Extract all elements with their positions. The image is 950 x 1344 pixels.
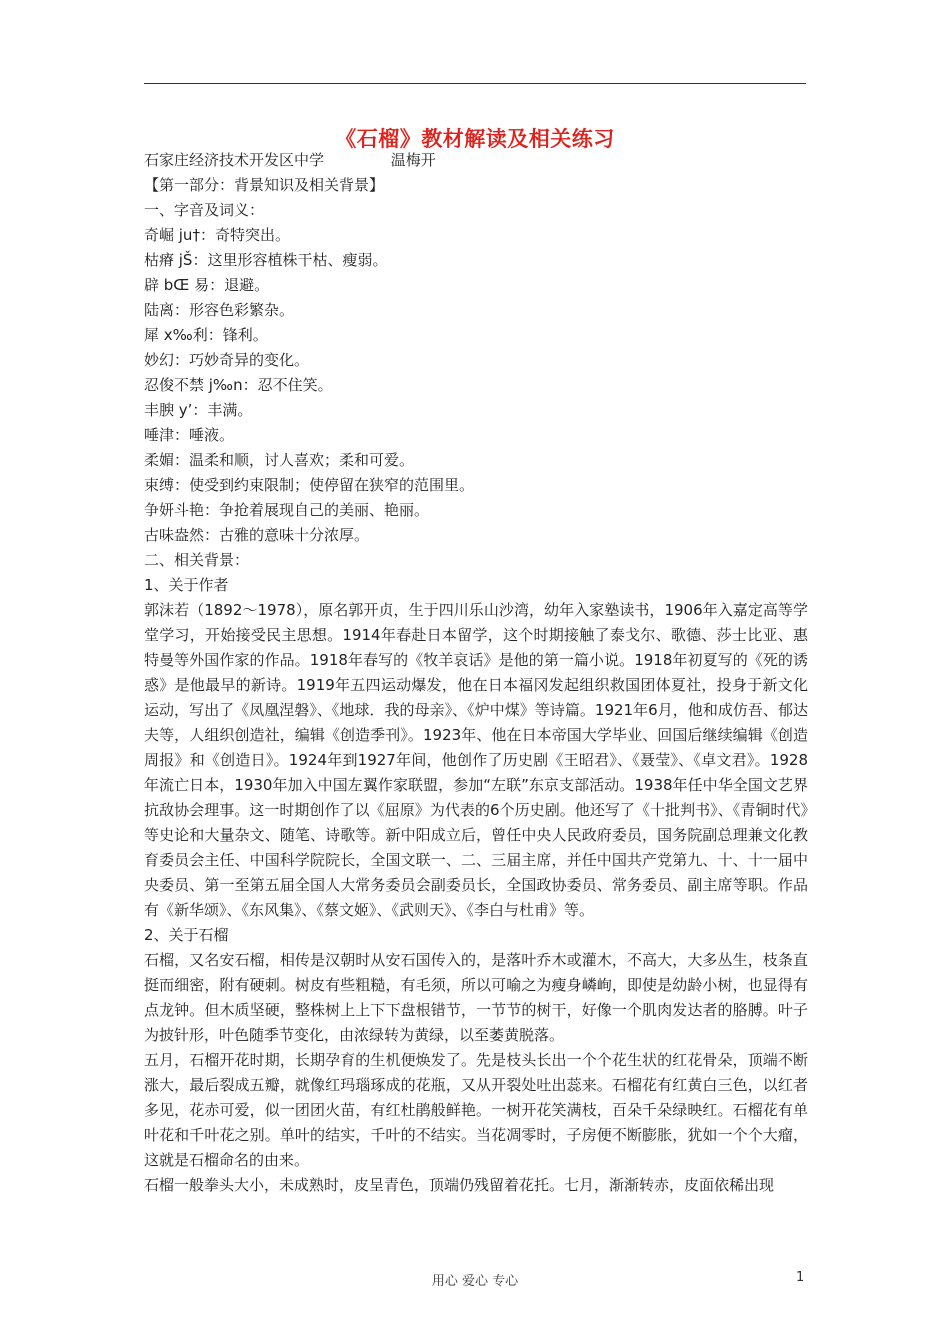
author-name: 温梅开 — [390, 151, 436, 169]
body-paragraph: 五月，石榴开花时期，长期孕育的生机便焕发了。先是枝头长出一个个花生状的红花骨朵，顶端不断涨大，最后裂成五瓣，就像红玛瑙琢成的花瓶，又从开裂处吐出蕊来。石榴花有红黄白三色，以红者多见，花赤可爱，似一团团火苗，有红杜鹃般鲜艳。一树开花笑满枝，百朵千朵绿映红。石榴花有单叶花和千叶花之别。单叶的结实，千叶的不结实。当花凋零时，子房便不断膨胀，犹如一个个大瘤，这就是石榴命名的由来。 — [144, 1051, 808, 1169]
vocab-item: 忍俊不禁 j‰n：忍不住笑。 — [144, 376, 333, 394]
section-heading: 一、字音及词义： — [144, 201, 265, 219]
vocab-item: 柔媚：温柔和顺，讨人喜欢；柔和可爱。 — [144, 451, 415, 469]
body-paragraph: 石榴一般拳头大小，未成熟时，皮呈青色，顶端仍残留着花托。七月，渐渐转赤，皮面依稀出现 — [144, 1176, 775, 1194]
section-heading: 二、相关背景： — [144, 551, 250, 569]
footer-motto: 用心 爱心 专心 — [431, 1274, 519, 1289]
byline — [144, 148, 808, 173]
vocab-item: 束缚：使受到约束限制；使停留在狭窄的范围里。 — [144, 476, 475, 494]
part-heading: 【第一部分：背景知识及相关背景】 — [144, 176, 385, 194]
author-bio-paragraph: 郭沫若（1892～1978），原名郭开贞，生于四川乐山沙湾，幼年入家塾读书，1906年入嘉定高等学堂学习，开始接受民主思想。1914年春赴日本留学，这个时期接触了泰戈尔、歌德、莎士比亚、惠特曼等外国作家的作品。1918年春写的《牧羊哀话》是他的第一篇小说。1918年初夏写的《死的诱惑》是他最早的新诗。1919年五四运动爆发，他在日本福冈发起组织救国团体夏社，投身于新文化运动，写出了《凤凰涅磐》、《地球．我的母亲》、《炉中煤》等诗篇。1921年6月，他和成仿吾、郁达夫等，人组织创造社，编辑《创造季刊》。1923年、他在日本帝国大学毕业、回国后继续编辑《创造周报》和《创造日》。1924年到1927年间，他创作了历史剧《王昭君》、《聂莹》、《卓文君》。1928年流亡日本，1930年加入中国左翼作家联盟，参加“左联”东京支部活动。1938年任中华全国文艺界抗敌协会理事。这一时期创作了以《屈原》为代表的6个历史剧。他还写了《十批判书》、《青铜时代》等史论和大量杂文、随笔、诗歌等。新中阳成立后，曾任中央人民政府委员，国务院副总理兼文化教育委员会主任、中国科学院院长，全国文联一、二、三届主席，并任中国共产党第九、十、十一届中央委员、第一至第五届全国人大常务委员会副委员长，全国政协委员、常务委员、副主席等职。作品有《新华颂》、《东风集》、《蔡文姬》、《武则天》、《李白与杜甫》等。 — [144, 601, 808, 919]
vocab-item: 唾津：唾液。 — [144, 426, 235, 444]
vocab-item: 犀 x‰利：锋利。 — [144, 326, 268, 344]
vocab-item: 枯瘠 jŠ：这里形容植株干枯、瘦弱。 — [144, 251, 388, 269]
vocab-item: 辟 bŒ 易：退避。 — [144, 276, 270, 294]
vocab-item: 妙幻：巧妙奇异的变化。 — [144, 351, 310, 369]
document-body — [144, 148, 808, 1198]
vocab-item: 丰腴 y’：丰满。 — [144, 401, 253, 419]
page-title: 《石榴》教材解读及相关练习 — [335, 127, 615, 151]
vocab-item: 陆离：形容色彩繁杂。 — [144, 301, 295, 319]
page-number: 1 — [796, 1270, 805, 1285]
vocab-item: 争妍斗艳：争抢着展现自己的美丽、艳丽。 — [144, 501, 430, 519]
body-paragraph: 石榴，又名安石榴，相传是汉朝时从安石国传入的，是落叶乔木或灌木，不高大，大多丛生，枝条直挺而细密，附有硬刺。树皮有些粗糙，有毛须，所以可喻之为瘦身嶙峋，即使是幼龄小树，也显得有点龙钟。但木质坚硬，整株树上上下下盘根错节，一节节的树干，好像一个肌肉发达者的胳膊。叶子为披针形，叶色随季节变化，由浓绿转为黄绿，以至萎黄脱落。 — [144, 951, 808, 1044]
vocab-item: 古味盎然：古雅的意味十分浓厚。 — [144, 526, 370, 544]
subsection-heading: 1、关于作者 — [144, 576, 229, 594]
subsection-heading: 2、关于石榴 — [144, 926, 229, 944]
header-rule — [144, 83, 806, 84]
vocab-item: 奇崛 ju†：奇特突出。 — [144, 226, 290, 244]
school-name: 石家庄经济技术开发区中学 — [144, 151, 325, 169]
